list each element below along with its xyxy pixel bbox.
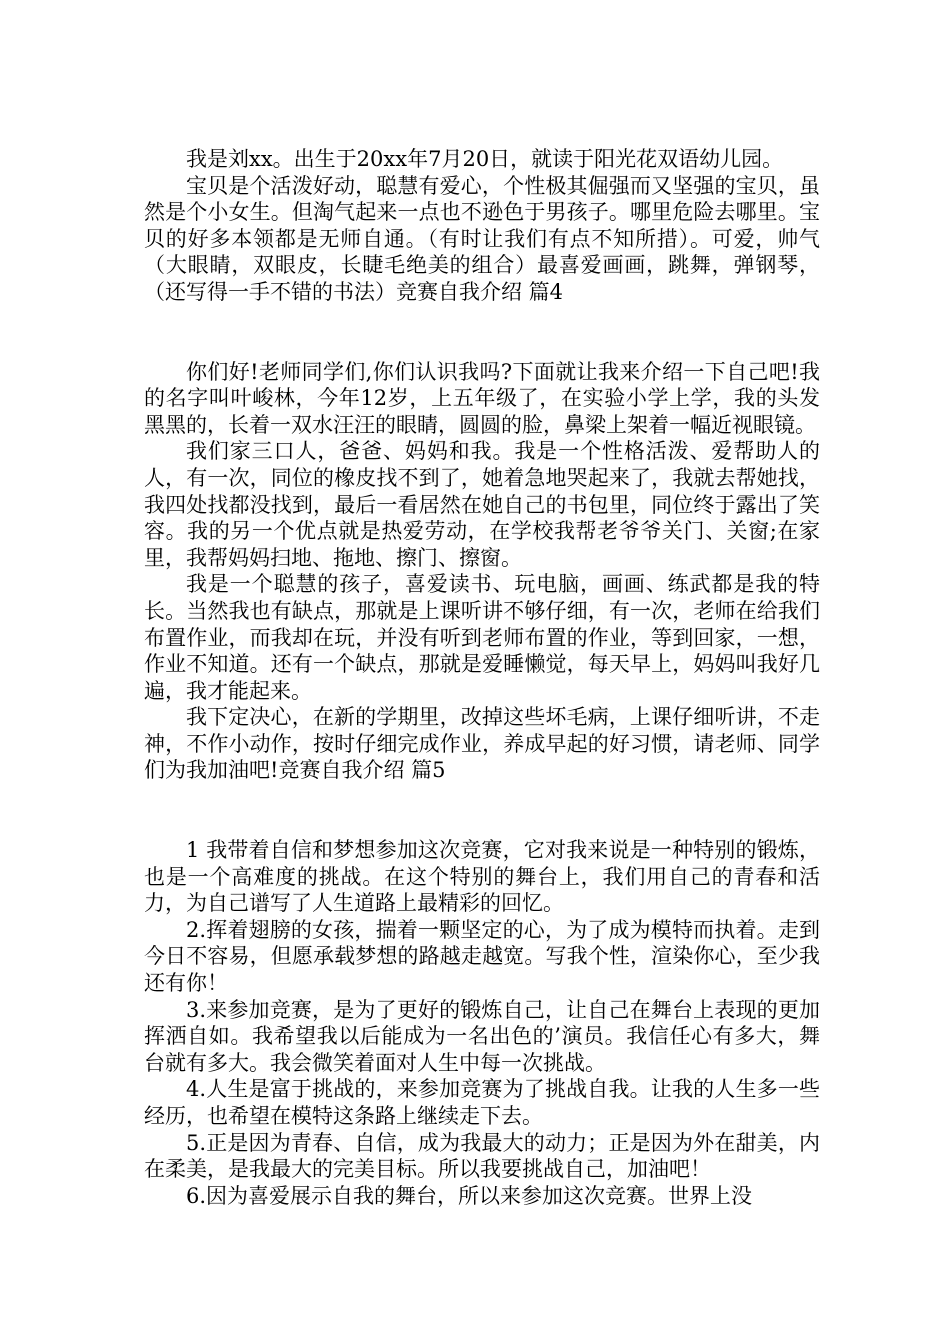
paragraph: 我下定决心，在新的学期里，改掉这些坏毛病，上课仔细听讲，不走神，不作小动作，按时仔细完成作业，养成早起的好习惯，请老师、同学们为我加油吧!竞赛自我介绍 篇5 <box>144 705 820 783</box>
section-gap <box>144 784 820 837</box>
section-gap <box>144 306 820 359</box>
paragraph: 宝贝是个活泼好动，聪慧有爱心，个性极其倔强而又坚强的宝贝，虽然是个小女生。但淘气起来一点也不逊色于男孩子。哪里危险去哪里。宝贝的好多本领都是无师自通。（有时让我们有点不知所措）。可爱，帅气（大眼睛，双眼皮，长睫毛绝美的组合）最喜爱画画，跳舞，弹钢琴，（还写得一手不错的书法）竞赛自我介绍 篇4 <box>144 173 820 304</box>
paragraph: 你们好!老师同学们,你们认识我吗?下面就让我来介绍一下自己吧!我的名字叫叶峻林，今年12岁，上五年级了，在实验小学上学，我的头发黑黑的，长着一双水汪汪的眼睛，圆圆的脸，鼻梁上架着一幅近视眼镜。 <box>144 359 820 437</box>
paragraph: 4.人生是富于挑战的，来参加竞赛为了挑战自我。让我的人生多一些经历，也希望在模特这条路上继续走下去。 <box>144 1077 820 1128</box>
paragraph: 3.来参加竞赛，是为了更好的锻炼自己，让自己在舞台上表现的更加挥洒自如。我希望我以后能成为一名出色的’演员。我信任心有多大，舞台就有多大。我会微笑着面对人生中每一次挑战。 <box>144 997 820 1075</box>
paragraph: 5.正是因为青春、自信，成为我最大的动力；正是因为外在甜美，内在柔美，是我最大的完美目标。所以我要挑战自己，加油吧！ <box>144 1130 820 1182</box>
paragraph: 我们家三口人，爸爸、妈妈和我。我是一个性格活泼、爱帮助人的人，有一次，同位的橡皮找不到了，她着急地哭起来了，我就去帮她找，我四处找都没找到，最后一看居然在她自己的书包里，同位终于露出了笑容。我的另一个优点就是热爱劳动，在学校我帮老爷爷关门、关窗;在家里，我帮妈妈扫地、拖地、擦门、擦窗。 <box>144 439 820 570</box>
paragraph: 我是刘xx。出生于20xx年7月20日，就读于阳光花双语幼儿园。 <box>186 147 784 171</box>
paragraph: 1 我带着自信和梦想参加这次竞赛，它对我来说是一种特别的锻炼，也是一个高难度的挑战。在这个特别的舞台上，我们用自己的青春和活力，为自己谱写了人生道路上最精彩的回忆。 <box>144 838 820 916</box>
paragraph: 2.挥着翅膀的女孩，揣着一颗坚定的心，为了成为模特而执着。走到今日不容易，但愿承载梦想的路越走越宽。写我个性，渲染你心，至少我还有你！ <box>144 917 820 996</box>
paragraph: 我是一个聪慧的孩子，喜爱读书、玩电脑，画画、练武都是我的特长。当然我也有缺点，那就是上课听讲不够仔细，有一次，老师在给我们布置作业，而我却在玩，并没有听到老师布置的作业，等到回家，一想，作业不知道。还有一个缺点，那就是爱睡懒觉，每天早上，妈妈叫我好几遍，我才能起来。 <box>144 572 820 703</box>
paragraph: 6.因为喜爱展示自我的舞台，所以来参加这次竞赛。世界上没 <box>186 1183 753 1208</box>
document-body <box>144 146 820 1209</box>
